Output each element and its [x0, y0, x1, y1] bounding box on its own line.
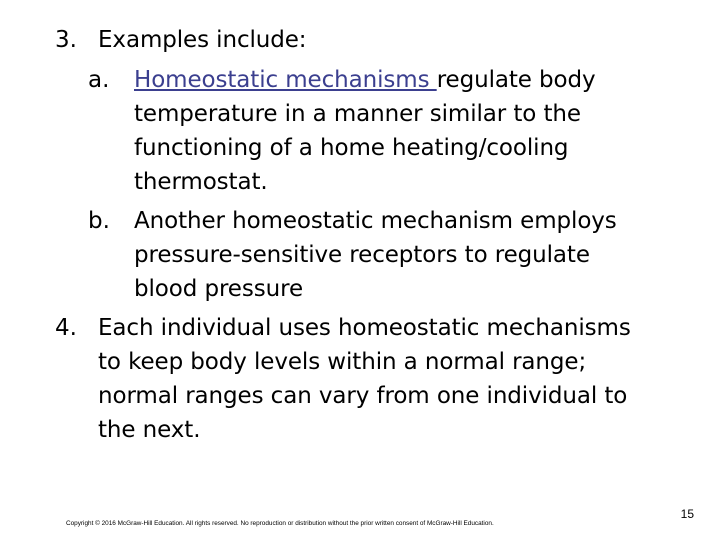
subitem-b-marker: b.: [88, 208, 110, 234]
item-4-marker: 4.: [55, 315, 77, 341]
subitem-a-line-3: functioning of a home heating/cooling: [134, 135, 569, 161]
item-4-line-1: Each individual uses homeostatic mechanisms: [98, 315, 631, 341]
subitem-b-line-1: Another homeostatic mechanism employs: [134, 208, 617, 234]
subitem-b-line-2: pressure-sensitive receptors to regulate: [134, 242, 590, 268]
subitem-a-line-2: temperature in a manner similar to the: [134, 101, 581, 127]
subitem-b-line-3: blood pressure: [134, 276, 303, 302]
subitem-a-marker: a.: [88, 67, 110, 93]
item-3-marker: 3.: [55, 27, 77, 53]
subitem-a-line-4: thermostat.: [134, 169, 268, 195]
item-4-line-2: to keep body levels within a normal range;: [98, 349, 587, 375]
subitem-a-line-1: [134, 63, 596, 97]
item-4-line-4: the next.: [98, 417, 201, 443]
copyright-notice: Copyright © 2016 McGraw-Hill Education. All rights reserved. No reproduction or distribution without the prior written consent of McGraw-Hill Education.: [66, 520, 494, 527]
subitem-a-line-1-rest: regulate body: [436, 67, 596, 93]
homeostatic-mechanisms-link[interactable]: Homeostatic mechanisms: [134, 67, 437, 93]
page-number: 15: [680, 507, 694, 521]
item-3-text: Examples include:: [98, 27, 307, 53]
item-4-line-3: normal ranges can vary from one individual to: [98, 383, 628, 409]
